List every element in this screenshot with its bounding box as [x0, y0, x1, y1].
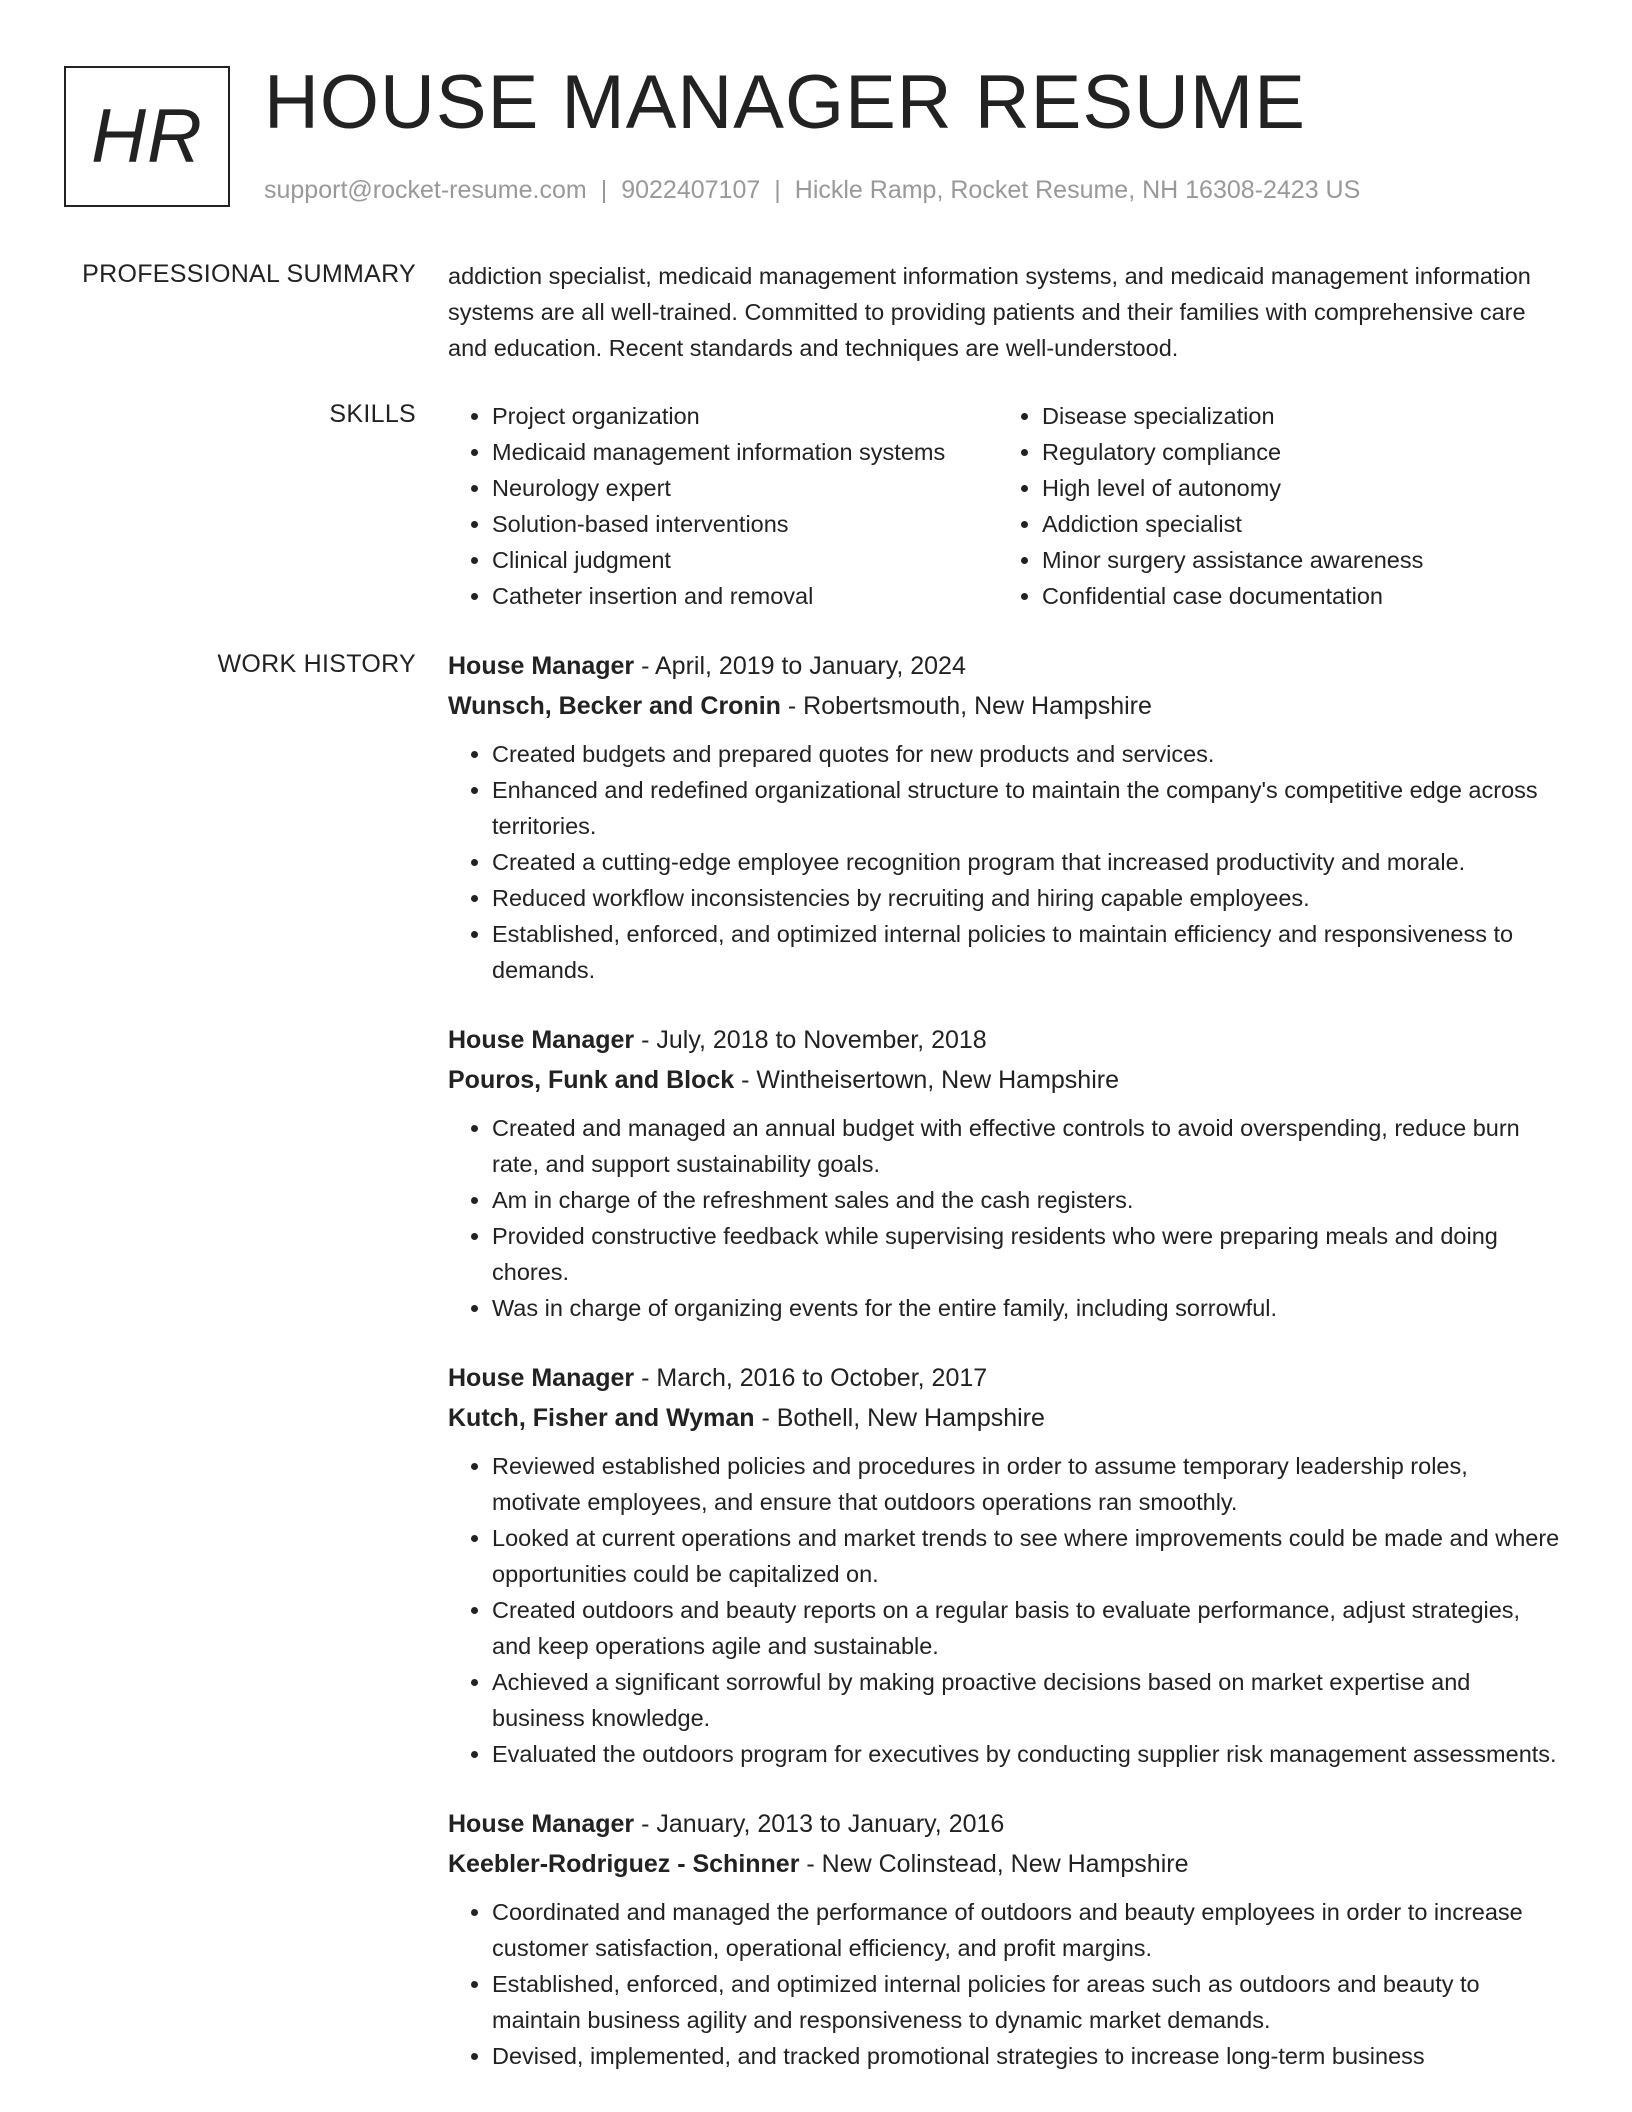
contact-separator: | [600, 176, 608, 204]
summary-body [448, 258, 1560, 366]
job-dates: - March, 2016 to October, 2017 [634, 1364, 988, 1392]
job-bullet: • Provided constructive feedback while supervising residents who were preparing meals and doing chores. [492, 1218, 1560, 1290]
job-title-line [448, 1358, 1560, 1398]
job-company: Pouros, Funk and Block [448, 1066, 735, 1094]
skills-column-2 [998, 398, 1423, 614]
job-bullet: • Evaluated the outdoors program for executives by conducting supplier risk management assessments. [492, 1736, 1560, 1772]
skill-item: • Project organization [492, 398, 998, 434]
job-bullet: • Created outdoors and beauty reports on a regular basis to evaluate performance, adjust strategies, and keep operations agile and sustainable. [492, 1592, 1560, 1664]
job-bullet: • Reduced workflow inconsistencies by recruiting and hiring capable employees. [492, 880, 1560, 916]
job-company-line [448, 1060, 1560, 1100]
summary-heading: PROFESSIONAL SUMMARY [82, 260, 416, 288]
skill-item: • Catheter insertion and removal [492, 578, 998, 614]
job-company-line [448, 1398, 1560, 1438]
monogram-text: HR [91, 94, 203, 179]
job-bullet: • Looked at current operations and market trends to see where improvements could be made and where opportunities could be capitalized on. [492, 1520, 1560, 1592]
job-entry [448, 1804, 1560, 2074]
summary-text: addiction specialist, medicaid management information systems, and medicaid management information systems are all well-trained. Committed to providing patients and their families with comprehensive care and education. Recent standards and techniques are well-understood. [448, 263, 1531, 361]
skill-item: • Minor surgery assistance awareness [1042, 542, 1423, 578]
job-bullet: • Established, enforced, and optimized internal policies to maintain efficiency and responsiveness to demands. [492, 916, 1560, 988]
job-company: Keebler-Rodriguez - Schinner [448, 1850, 800, 1878]
contact-address: Hickle Ramp, Rocket Resume, NH 16308-2423 US [794, 176, 1361, 204]
job-bullets [448, 1894, 1560, 2074]
job-title: House Manager [448, 1810, 635, 1838]
job-bullet: • Devised, implemented, and tracked promotional strategies to increase long-term business [492, 2038, 1560, 2074]
job-location: - Wintheisertown, New Hampshire [734, 1066, 1119, 1094]
job-bullet: • Created a cutting-edge employee recognition program that increased productivity and morale. [492, 844, 1560, 880]
job-bullet: • Created and managed an annual budget with effective controls to avoid overspending, reduce burn rate, and support sustainability goals. [492, 1110, 1560, 1182]
skill-item: • Solution-based interventions [492, 506, 998, 542]
job-location: - Bothell, New Hampshire [754, 1404, 1045, 1432]
job-bullet: • Coordinated and managed the performance of outdoors and beauty employees in order to increase customer satisfaction, operational efficiency, and profit margins. [492, 1894, 1560, 1966]
job-bullets [448, 1110, 1560, 1326]
contact-email: support@rocket-resume.com [264, 176, 587, 204]
skill-item: • High level of autonomy [1042, 470, 1423, 506]
job-entry [448, 646, 1560, 988]
job-bullet: • Reviewed established policies and procedures in order to assume temporary leadership roles, motivate employees, and ensure that outdoors operations ran smoothly. [492, 1448, 1560, 1520]
job-bullet: • Enhanced and redefined organizational structure to maintain the company's competitive edge across territories. [492, 772, 1560, 844]
job-title-line [448, 1020, 1560, 1060]
job-dates: - July, 2018 to November, 2018 [634, 1026, 987, 1054]
skills-column-1 [448, 398, 998, 614]
resume-title: HOUSE MANAGER RESUME [264, 60, 1306, 145]
job-company: Wunsch, Becker and Cronin [448, 692, 781, 720]
job-title-line [448, 646, 1560, 686]
job-location: - Robertsmouth, New Hampshire [780, 692, 1152, 720]
contact-line [264, 176, 1360, 205]
contact-phone: 9022407107 [621, 176, 761, 204]
job-company: Kutch, Fisher and Wyman [448, 1404, 755, 1432]
job-bullet: • Am in charge of the refreshment sales and the cash registers. [492, 1182, 1560, 1218]
contact-separator: | [774, 176, 781, 204]
skill-item: • Regulatory compliance [1042, 434, 1423, 470]
work-history-body [448, 646, 1560, 2106]
monogram-box [64, 66, 230, 207]
job-entry [448, 1358, 1560, 1772]
skill-item: • Addiction specialist [1042, 506, 1423, 542]
job-bullets [448, 1448, 1560, 1772]
job-dates: - April, 2019 to January, 2024 [634, 652, 966, 680]
job-title: House Manager [448, 1364, 635, 1392]
skill-item: • Clinical judgment [492, 542, 998, 578]
job-company-line [448, 686, 1560, 726]
job-title: House Manager [448, 1026, 635, 1054]
skills-body [448, 398, 1560, 614]
job-location: - New Colinstead, New Hampshire [799, 1850, 1189, 1878]
job-dates: - January, 2013 to January, 2016 [634, 1810, 1005, 1838]
skill-item: • Disease specialization [1042, 398, 1423, 434]
job-entry [448, 1020, 1560, 1326]
job-title: House Manager [448, 652, 635, 680]
skills-heading: SKILLS [329, 400, 416, 428]
job-bullet: • Established, enforced, and optimized internal policies for areas such as outdoors and beauty to maintain business agility and responsiveness to dynamic market demands. [492, 1966, 1560, 2038]
job-bullets [448, 736, 1560, 988]
work-history-heading: WORK HISTORY [217, 650, 416, 678]
job-bullet: • Was in charge of organizing events for the entire family, including sorrowful. [492, 1290, 1560, 1326]
job-title-line [448, 1804, 1560, 1844]
job-bullet: • Achieved a significant sorrowful by making proactive decisions based on market expertise and business knowledge. [492, 1664, 1560, 1736]
job-company-line [448, 1844, 1560, 1884]
skill-item: • Neurology expert [492, 470, 998, 506]
skill-item: • Confidential case documentation [1042, 578, 1423, 614]
skill-item: • Medicaid management information systems [492, 434, 998, 470]
job-bullet: • Created budgets and prepared quotes for new products and services. [492, 736, 1560, 772]
